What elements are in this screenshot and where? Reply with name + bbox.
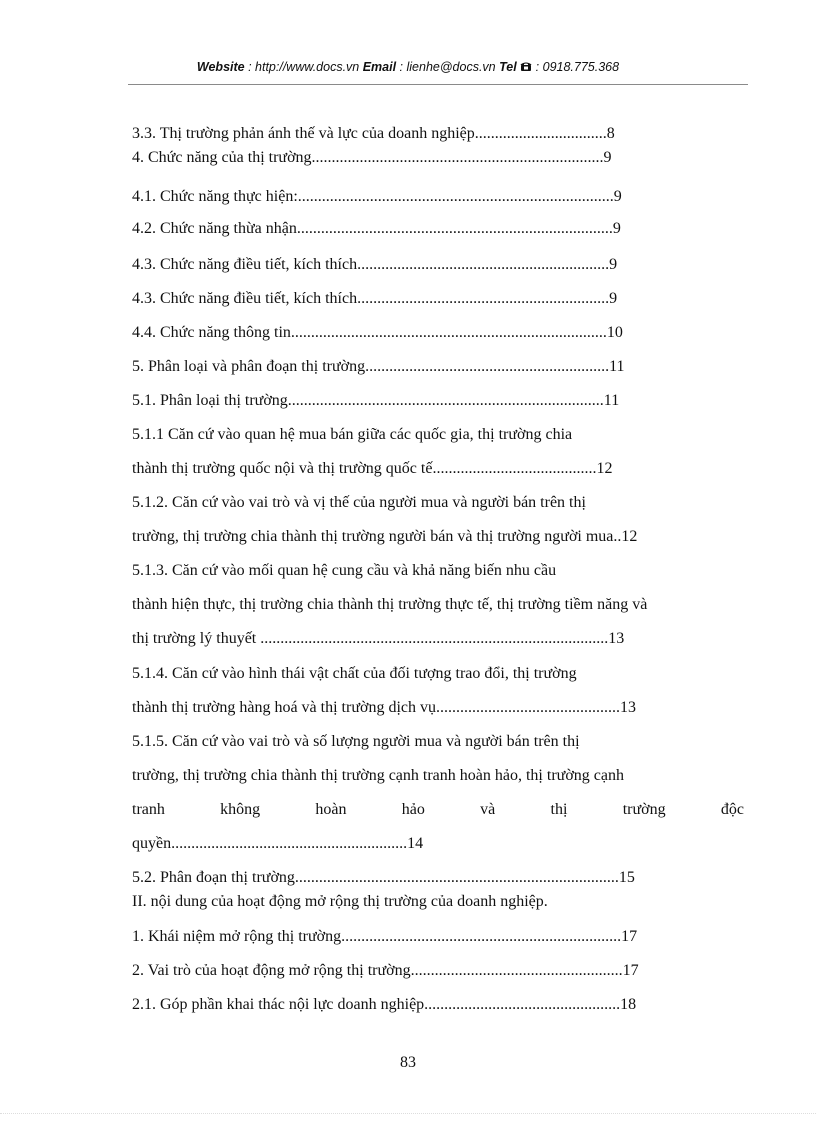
toc-entry: quyền...........................................................14 [132, 835, 424, 852]
toc-word: hảo [401, 801, 425, 818]
toc-entry: 5.1.2. Căn cứ vào vai trò và vị thế của người mua và người bán trên thị [132, 494, 586, 511]
toc-entry: thành thị trường hàng hoá và thị trường dịch vụ..............................................13 [132, 699, 636, 716]
toc-entry: thị trường lý thuyết .......................................................................................13 [132, 630, 625, 647]
toc-word: thị [550, 801, 568, 818]
toc-entry: II. nội dung của hoạt động mở rộng thị trường của doanh nghiệp. [132, 893, 548, 910]
tel-value: : 0918.775.368 [532, 60, 620, 74]
tel-label: Tel [499, 60, 517, 74]
toc-entry: 5.1.3. Căn cứ vào mối quan hệ cung cầu và khả năng biến nhu cầu [132, 562, 557, 579]
toc-entry: 1. Khái niệm mở rộng thị trường......................................................................17 [132, 928, 638, 945]
toc-entry: 3.3. Thị trường phản ánh thế và lực của doanh nghiệp.................................8 [132, 125, 615, 142]
toc-entry: 5.1.4. Căn cứ vào hình thái vật chất của đối tượng trao đổi, thị trường [132, 665, 577, 682]
toc-entry: 5.1.1 Căn cứ vào quan hệ mua bán giữa các quốc gia, thị trường chia [132, 426, 573, 443]
email-label: Email [362, 60, 397, 74]
toc-entry: 4. Chức năng của thị trường.........................................................................9 [132, 149, 612, 166]
toc-entry: 5.1.5. Căn cứ vào vai trò và số lượng người mua và người bán trên thị [132, 733, 580, 750]
phone-icon [520, 61, 532, 72]
toc-entry: 4.1. Chức năng thực hiện:...............................................................................9 [132, 188, 622, 205]
toc-word: trường [622, 801, 666, 818]
toc-entry: 4.2. Chức năng thừa nhận...............................................................................9 [132, 220, 621, 237]
toc-entry: 2.1. Góp phần khai thác nội lực doanh nghiệp.................................................18 [132, 996, 637, 1013]
toc-entry-justified [132, 799, 744, 821]
toc-word: và [480, 801, 496, 818]
toc-entry: trường, thị trường chia thành thị trường người bán và thị trường người mua..12 [132, 528, 638, 545]
website-label: Website [196, 60, 245, 74]
toc-word: tranh [132, 801, 165, 818]
toc-entry: 2. Vai trò của hoạt động mở rộng thị trường.....................................................17 [132, 962, 639, 979]
header-divider [128, 84, 748, 85]
toc-entry: trường, thị trường chia thành thị trường cạnh tranh hoàn hảo, thị trường cạnh [132, 767, 624, 784]
toc-entry: 4.4. Chức năng thông tin...............................................................................10 [132, 324, 623, 341]
toc-entry: 4.3. Chức năng điều tiết, kích thích...............................................................9 [132, 290, 618, 307]
page-header [0, 60, 816, 74]
toc-entry: thành hiện thực, thị trường chia thành thị trường thực tế, thị trường tiềm năng và [132, 596, 648, 613]
website-value: : http://www.docs.vn [244, 60, 363, 74]
toc-word: không [220, 801, 261, 818]
toc-entry: 5. Phân loại và phân đoạn thị trường.............................................................11 [132, 358, 625, 375]
page-number: 83 [400, 1054, 416, 1071]
toc-entry: 4.3. Chức năng điều tiết, kích thích...............................................................9 [132, 256, 618, 273]
toc-entry: 5.1. Phân loại thị trường...............................................................................11 [132, 392, 620, 409]
toc-entry: thành thị trường quốc nội và thị trường quốc tế.........................................12 [132, 460, 613, 477]
toc-entry: 5.2. Phân đoạn thị trường.................................................................................15 [132, 869, 635, 886]
email-value: : lienhe@docs.vn [396, 60, 500, 74]
footer-divider [0, 1113, 816, 1114]
toc-word: hoàn [315, 801, 347, 818]
toc-word: độc [720, 801, 744, 818]
